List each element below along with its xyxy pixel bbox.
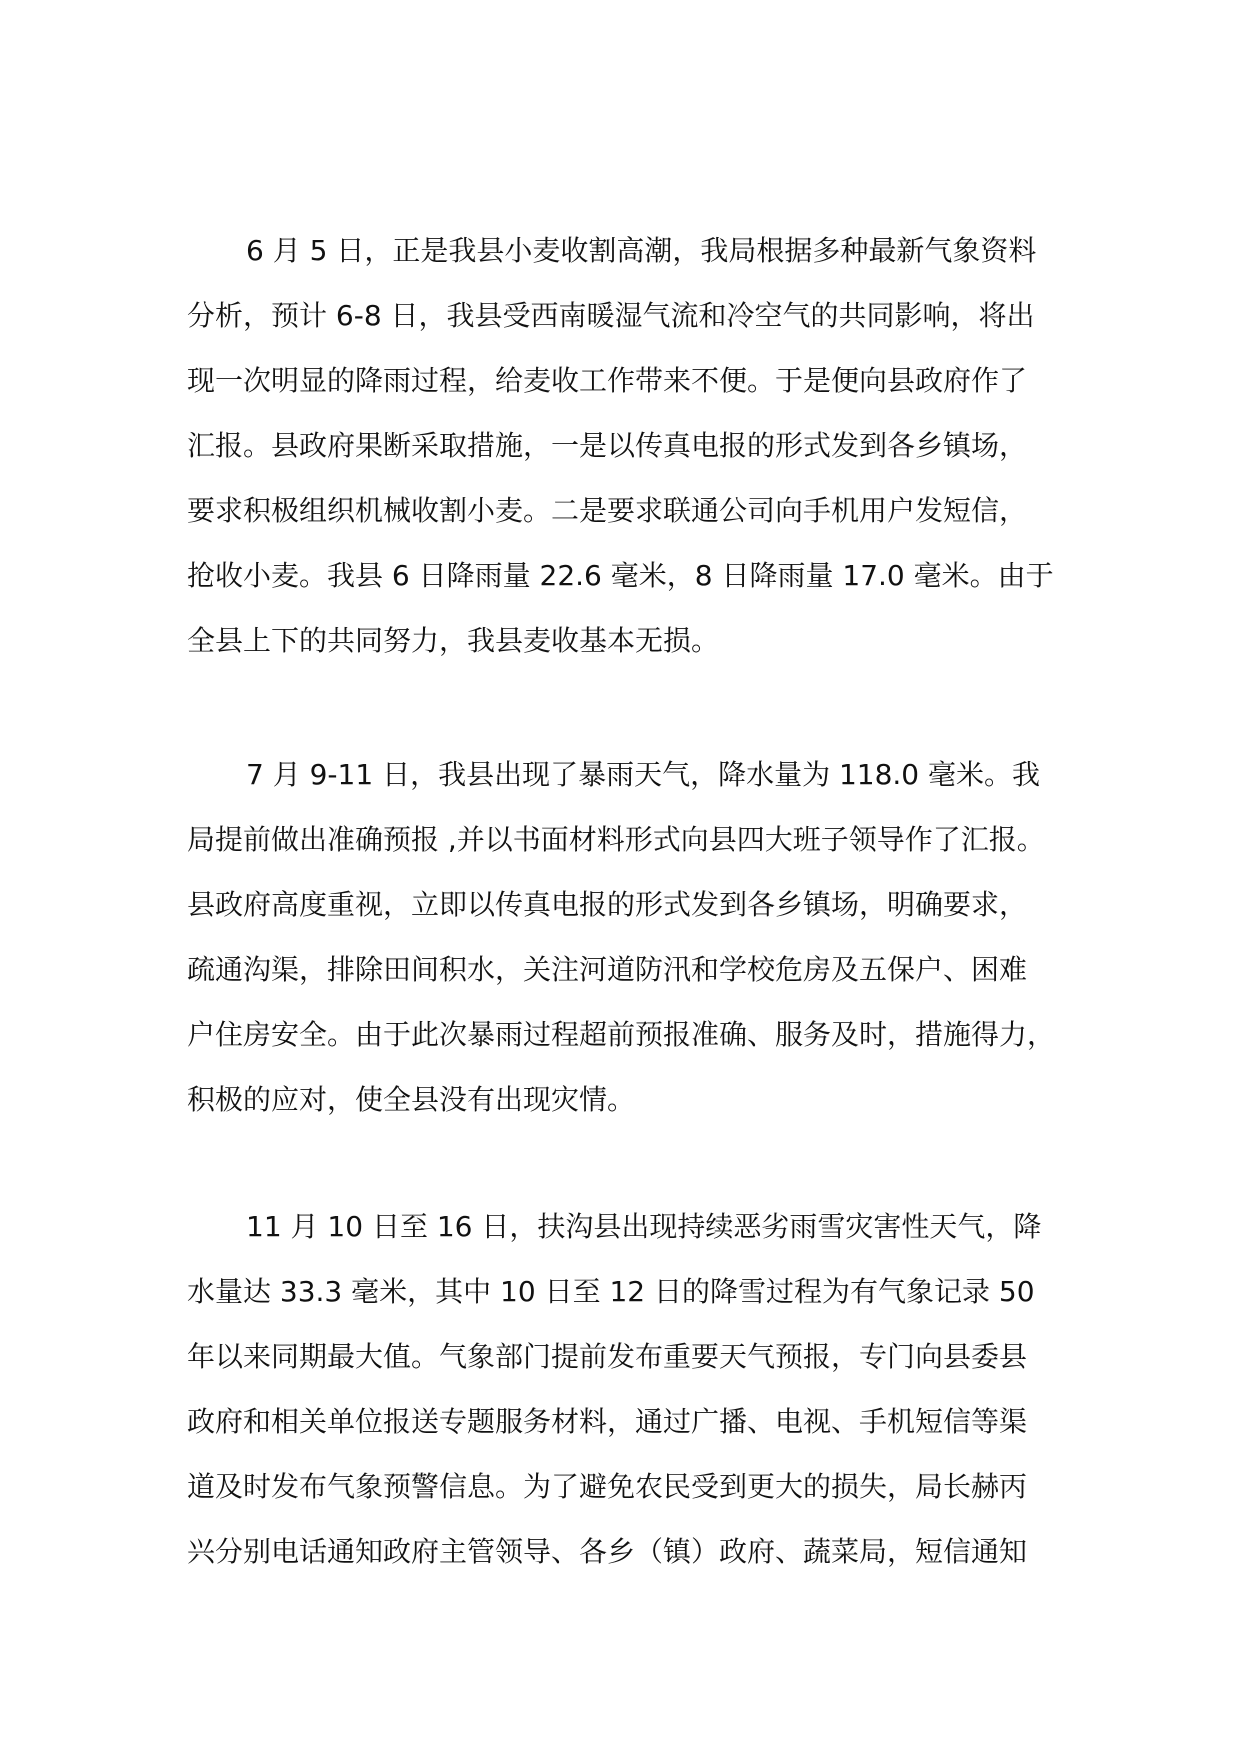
paragraph-november-snowstorm: [187, 1194, 1087, 1584]
paragraph-line: 年以来同期最大值。气象部门提前发布重要天气预报，专门向县委县: [187, 1340, 1028, 1373]
paragraph-line: 疏通沟渠，排除田间积水，关注河道防汛和学校危房及五保户、困难: [187, 953, 1028, 986]
paragraph-line: 县政府高度重视，立即以传真电报的形式发到各乡镇场，明确要求，: [187, 888, 1028, 921]
paragraph-line: 局提前做出准确预报 ,并以书面材料形式向县四大班子领导作了汇报。: [187, 823, 1045, 856]
paragraph-line: 要求积极组织机械收割小麦。二是要求联通公司向手机用户发短信，: [187, 494, 1028, 527]
paragraph-line: 分析，预计 6-8 日，我县受西南暖湿气流和冷空气的共同影响，将出: [187, 299, 1035, 332]
paragraph-line: 抢收小麦。我县 6 日降雨量 22.6 毫米，8 日降雨量 17.0 毫米。由于: [187, 559, 1054, 592]
paragraph-line: 7 月 9-11 日，我县出现了暴雨天气，降水量为 118.0 毫米。我: [246, 758, 1041, 791]
paragraph-line: 汇报。县政府果断采取措施，一是以传真电报的形式发到各乡镇场，: [187, 429, 1028, 462]
paragraph-line: 水量达 33.3 毫米，其中 10 日至 12 日的降雪过程为有气象记录 50: [187, 1275, 1035, 1308]
paragraph-line: 户住房安全。由于此次暴雨过程超前预报准确、服务及时，措施得力，: [187, 1018, 1056, 1051]
paragraph-line: 道及时发布气象预警信息。为了避免农民受到更大的损失，局长赫丙: [187, 1470, 1028, 1503]
paragraph-line: 兴分别电话通知政府主管领导、各乡（镇）政府、蔬菜局，短信通知: [187, 1535, 1028, 1568]
paragraph-line: 11 月 10 日至 16 日，扶沟县出现持续恶劣雨雪灾害性天气，降: [246, 1210, 1042, 1243]
paragraph-line: 政府和相关单位报送专题服务材料，通过广播、电视、手机短信等渠: [187, 1405, 1028, 1438]
paragraph-line: 6 月 5 日，正是我县小麦收割高潮，我局根据多种最新气象资料: [246, 234, 1037, 267]
paragraph-wheat-harvest-rain: [187, 218, 1087, 673]
paragraph-july-rainstorm: [187, 742, 1087, 1132]
paragraph-line: 现一次明显的降雨过程，给麦收工作带来不便。于是便向县政府作了: [187, 364, 1028, 397]
paragraph-line: 全县上下的共同努力，我县麦收基本无损。: [187, 624, 720, 657]
paragraph-line: 积极的应对，使全县没有出现灾情。: [187, 1083, 636, 1116]
